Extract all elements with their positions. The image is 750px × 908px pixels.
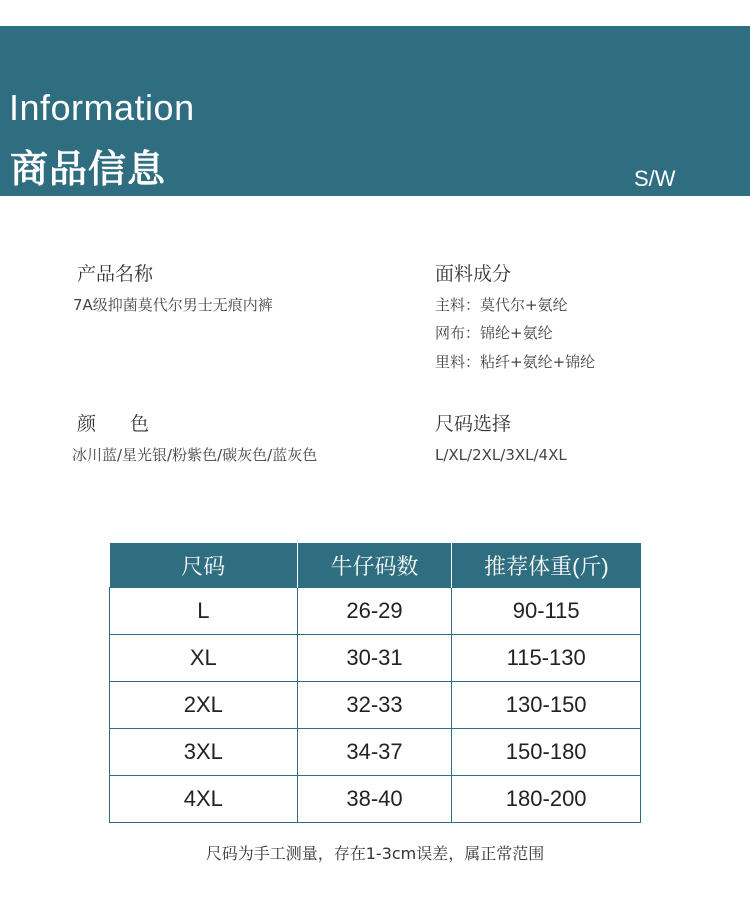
cell-jeans-size: 32-33 [297, 682, 452, 729]
color-label-b: 色 [130, 413, 150, 435]
product-name-value: 7A级抑菌莫代尔男士无痕内裤 [73, 296, 273, 314]
cell-jeans-size: 38-40 [297, 776, 452, 823]
product-name-value-block [73, 298, 273, 313]
size-choice-value-block [435, 448, 567, 463]
cell-weight: 90-115 [452, 588, 641, 635]
size-choice-value: L/XL/2XL/3XL/4XL [435, 446, 567, 464]
header-weight: 推荐体重(斤) [452, 543, 641, 588]
cell-size: 4XL [110, 776, 298, 823]
measurement-note: 尺码为手工测量，存在1-3cm误差，属正常范围 [205, 844, 545, 863]
cell-jeans-size: 30-31 [297, 635, 452, 682]
size-choice-block [435, 415, 511, 434]
size-table [109, 543, 641, 823]
color-label [77, 415, 149, 434]
color-value-block [72, 448, 317, 463]
product-name-label: 产品名称 [77, 263, 154, 285]
cell-jeans-size: 34-37 [297, 729, 452, 776]
material-line-1 [435, 298, 568, 313]
material-line: 里料：粘纤+氨纶+锦纶 [435, 353, 596, 371]
header-title-en: Information [9, 87, 195, 128]
product-name-block [77, 265, 153, 284]
color-label-a: 颜 [77, 413, 97, 435]
material-line: 网布：锦纶+氨纶 [435, 324, 553, 342]
table-header-row [110, 543, 641, 588]
color-value: 冰川蓝/星光银/粉紫色/碳灰色/蓝灰色 [72, 446, 318, 464]
table-row [110, 588, 641, 635]
cell-size: L [110, 588, 298, 635]
material-block [435, 265, 511, 284]
cell-weight: 130-150 [452, 682, 641, 729]
header-title-cn: 商品信息 [10, 147, 167, 191]
cell-weight: 180-200 [452, 776, 641, 823]
header-tag: S/W [634, 166, 676, 191]
table-row [110, 635, 641, 682]
cell-weight: 150-180 [452, 729, 641, 776]
material-label: 面料成分 [435, 263, 512, 285]
size-choice-label: 尺码选择 [435, 413, 512, 435]
table-row [110, 729, 641, 776]
color-block [77, 415, 149, 434]
header-jeans-size: 牛仔码数 [297, 543, 452, 588]
header-size: 尺码 [110, 543, 298, 588]
header-banner [0, 26, 750, 196]
table-row [110, 776, 641, 823]
cell-weight: 115-130 [452, 635, 641, 682]
material-line-3 [435, 355, 595, 370]
material-line: 主料：莫代尔+氨纶 [435, 296, 568, 314]
material-line-2 [435, 326, 553, 341]
cell-jeans-size: 26-29 [297, 588, 452, 635]
cell-size: 3XL [110, 729, 298, 776]
cell-size: 2XL [110, 682, 298, 729]
table-row [110, 682, 641, 729]
cell-size: XL [110, 635, 298, 682]
